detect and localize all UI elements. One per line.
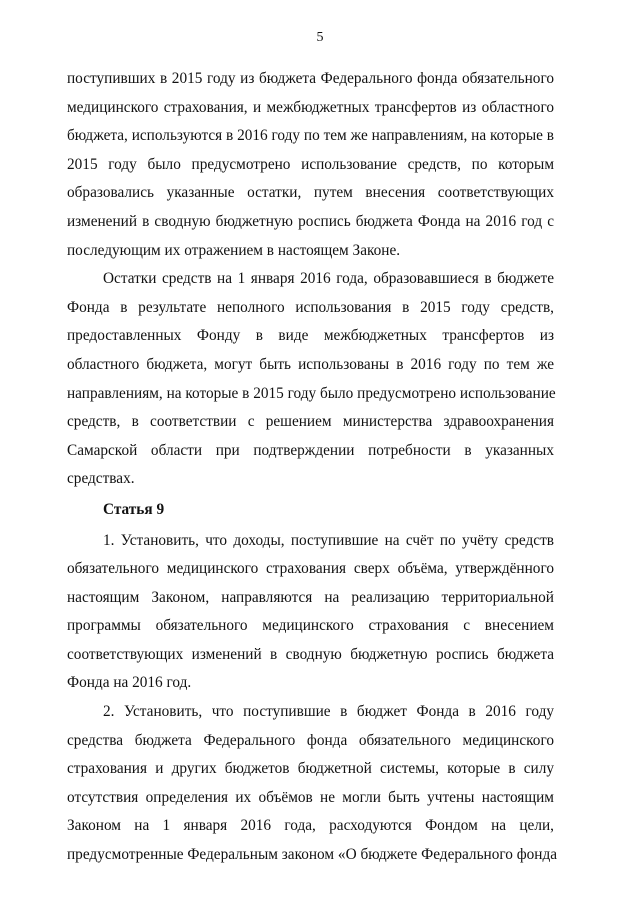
text-line: последующим их отражением в настоящем Законе. <box>67 241 401 259</box>
text-line: средства бюджета Федерального фонда обязательного медицинского <box>67 731 554 749</box>
paragraph-remainders-federal <box>67 65 554 265</box>
text-line: изменений в сводную бюджетную роспись бюджета Фонда на 2016 год с <box>67 212 554 230</box>
text-line: Фонда на 2016 год. <box>67 674 192 692</box>
text-line: средств, в соответствии с решением министерства здравоохранения <box>67 413 554 431</box>
article-heading: Статья 9 <box>103 500 165 518</box>
text-line: 2015 году было предусмотрено использование средств, по которым <box>67 155 554 173</box>
text-line: отсутствия определения их объёмов не могли быть учтены настоящим <box>67 788 554 806</box>
text-line: соответствующих изменений в сводную бюджетную роспись бюджета <box>67 645 554 663</box>
text-line: бюджета, используются в 2016 году по тем же направлениям, на которые в <box>67 127 554 145</box>
text-line: Фонда в результате неполного использования в 2015 году средств, <box>67 298 554 316</box>
text-line: средствах. <box>67 470 135 488</box>
paragraph-article9-item1 <box>67 527 554 699</box>
text-line: Самарской области при подтверждении потребности в указанных <box>67 441 554 459</box>
paragraph-article9-item2 <box>67 698 558 870</box>
document-body <box>67 65 558 870</box>
text-line: направлениям, на которые в 2015 году было предусмотрено использование <box>67 384 556 402</box>
text-line: медицинского страхования, и межбюджетных трансфертов из областного <box>67 98 554 116</box>
text-line: обязательного медицинского страхования сверх объёма, утверждённого <box>67 560 554 578</box>
text-line: предоставленных Фонду в виде межбюджетных трансфертов из <box>67 327 554 345</box>
text-line: страхования и других бюджетов бюджетной системы, которые в силу <box>67 760 554 778</box>
text-line: поступивших в 2015 году из бюджета Федерального фонда обязательного <box>67 70 554 87</box>
text-line: программы обязательного медицинского страхования с внесением <box>67 617 554 635</box>
page-number: 5 <box>316 30 324 45</box>
text-line: образовались указанные остатки, путем внесения соответствующих <box>67 184 554 202</box>
text-line: областного бюджета, могут быть использованы в 2016 году по тем же <box>67 355 554 373</box>
text-line: Законом на 1 января 2016 года, расходуются Фондом на цели, <box>67 817 554 835</box>
text-line: Остатки средств на 1 января 2016 года, образовавшиеся в бюджете <box>103 270 554 288</box>
text-line: 2. Установить, что поступившие в бюджет Фонда в 2016 году <box>103 703 554 721</box>
text-line: настоящим Законом, направляются на реализацию территориальной <box>67 588 554 606</box>
text-line: предусмотренные Федеральным законом «О бюджете Федерального фонда <box>67 846 558 864</box>
text-line: 1. Установить, что доходы, поступившие на счёт по учёту средств <box>103 531 554 549</box>
paragraph-remainders-regional <box>67 265 554 494</box>
